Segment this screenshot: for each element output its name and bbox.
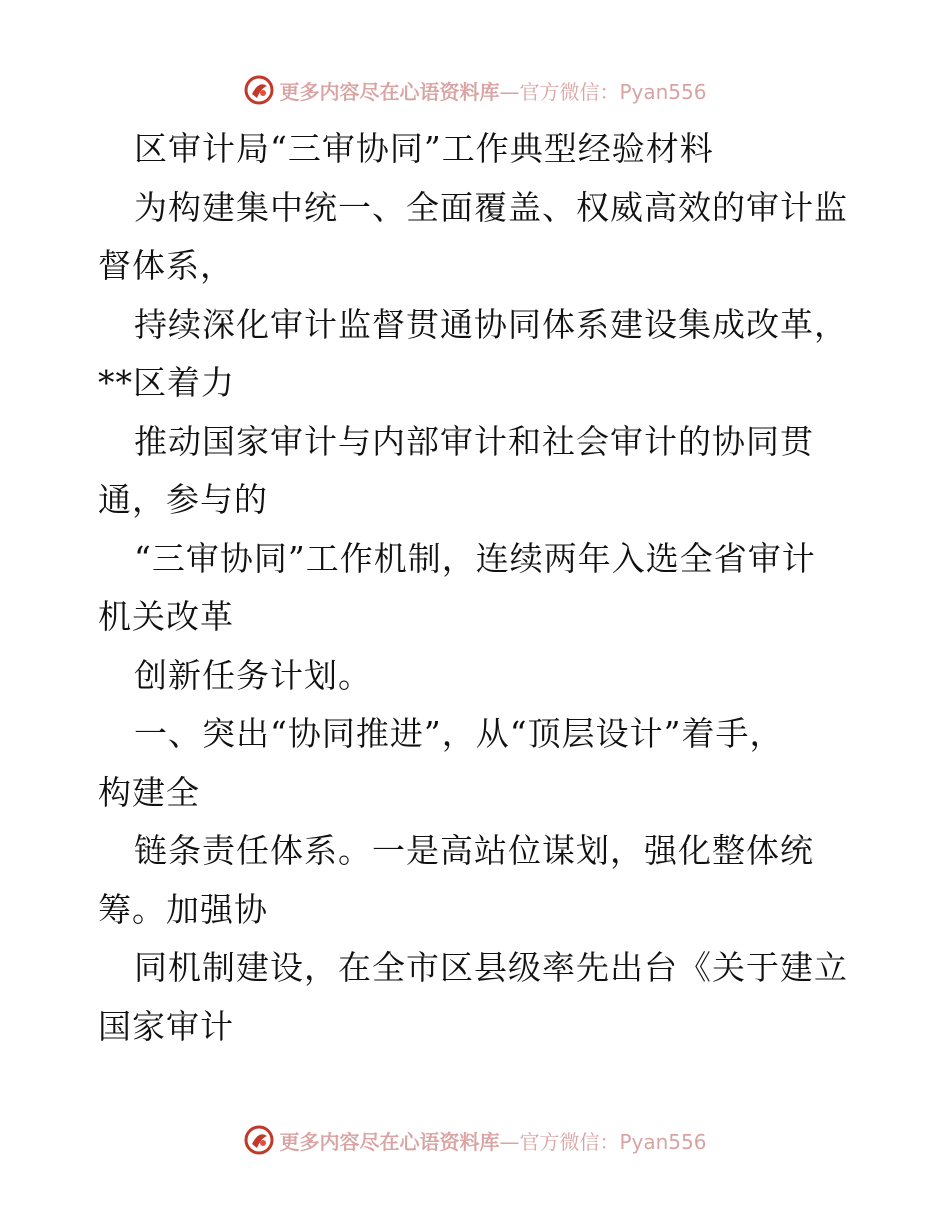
doc-line: 筹。加强协: [98, 889, 268, 929]
doc-line: 为构建集中统一、全面覆盖、权威高效的审计监: [134, 187, 848, 227]
doc-line: 通，参与的: [98, 480, 268, 519]
watermark-text: 更多内容尽在心语资料库: [279, 79, 500, 104]
doc-line: “三审协同”工作机制，连续两年入选全省审计: [134, 538, 816, 578]
document-body: [98, 120, 858, 1056]
watermark-suffix: —官方微信：Pyan556: [499, 79, 707, 104]
doc-line: **区着力: [98, 363, 235, 402]
doc-line: 推动国家审计与内部审计和社会审计的协同贯: [134, 421, 814, 461]
doc-title: 区审计局“三审协同”工作典型经验材料: [134, 129, 714, 168]
red-swirl-logo-icon: [243, 1124, 275, 1156]
doc-line: 链条责任体系。一是高站位谋划，强化整体统: [134, 831, 814, 870]
doc-line: 机关改革: [98, 597, 234, 636]
footer-watermark: [0, 1123, 950, 1157]
header-watermark: [0, 73, 950, 107]
doc-line: 持续深化审计监督贯通协同体系建设集成改革，: [134, 304, 848, 344]
doc-line: 一、突出“协同推进”，从“顶层设计”着手，: [134, 714, 784, 753]
red-swirl-logo-icon: [243, 74, 275, 106]
doc-line: 构建全: [98, 772, 200, 812]
doc-line: 同机制建设，在全市区县级率先出台《关于建立: [134, 948, 848, 987]
doc-line: 国家审计: [98, 1006, 234, 1046]
watermark-suffix: —官方微信：Pyan556: [499, 1129, 707, 1154]
doc-line: 创新任务计划。: [134, 655, 372, 695]
watermark-text: 更多内容尽在心语资料库: [279, 1129, 500, 1154]
doc-line: 督体系，: [98, 246, 234, 285]
